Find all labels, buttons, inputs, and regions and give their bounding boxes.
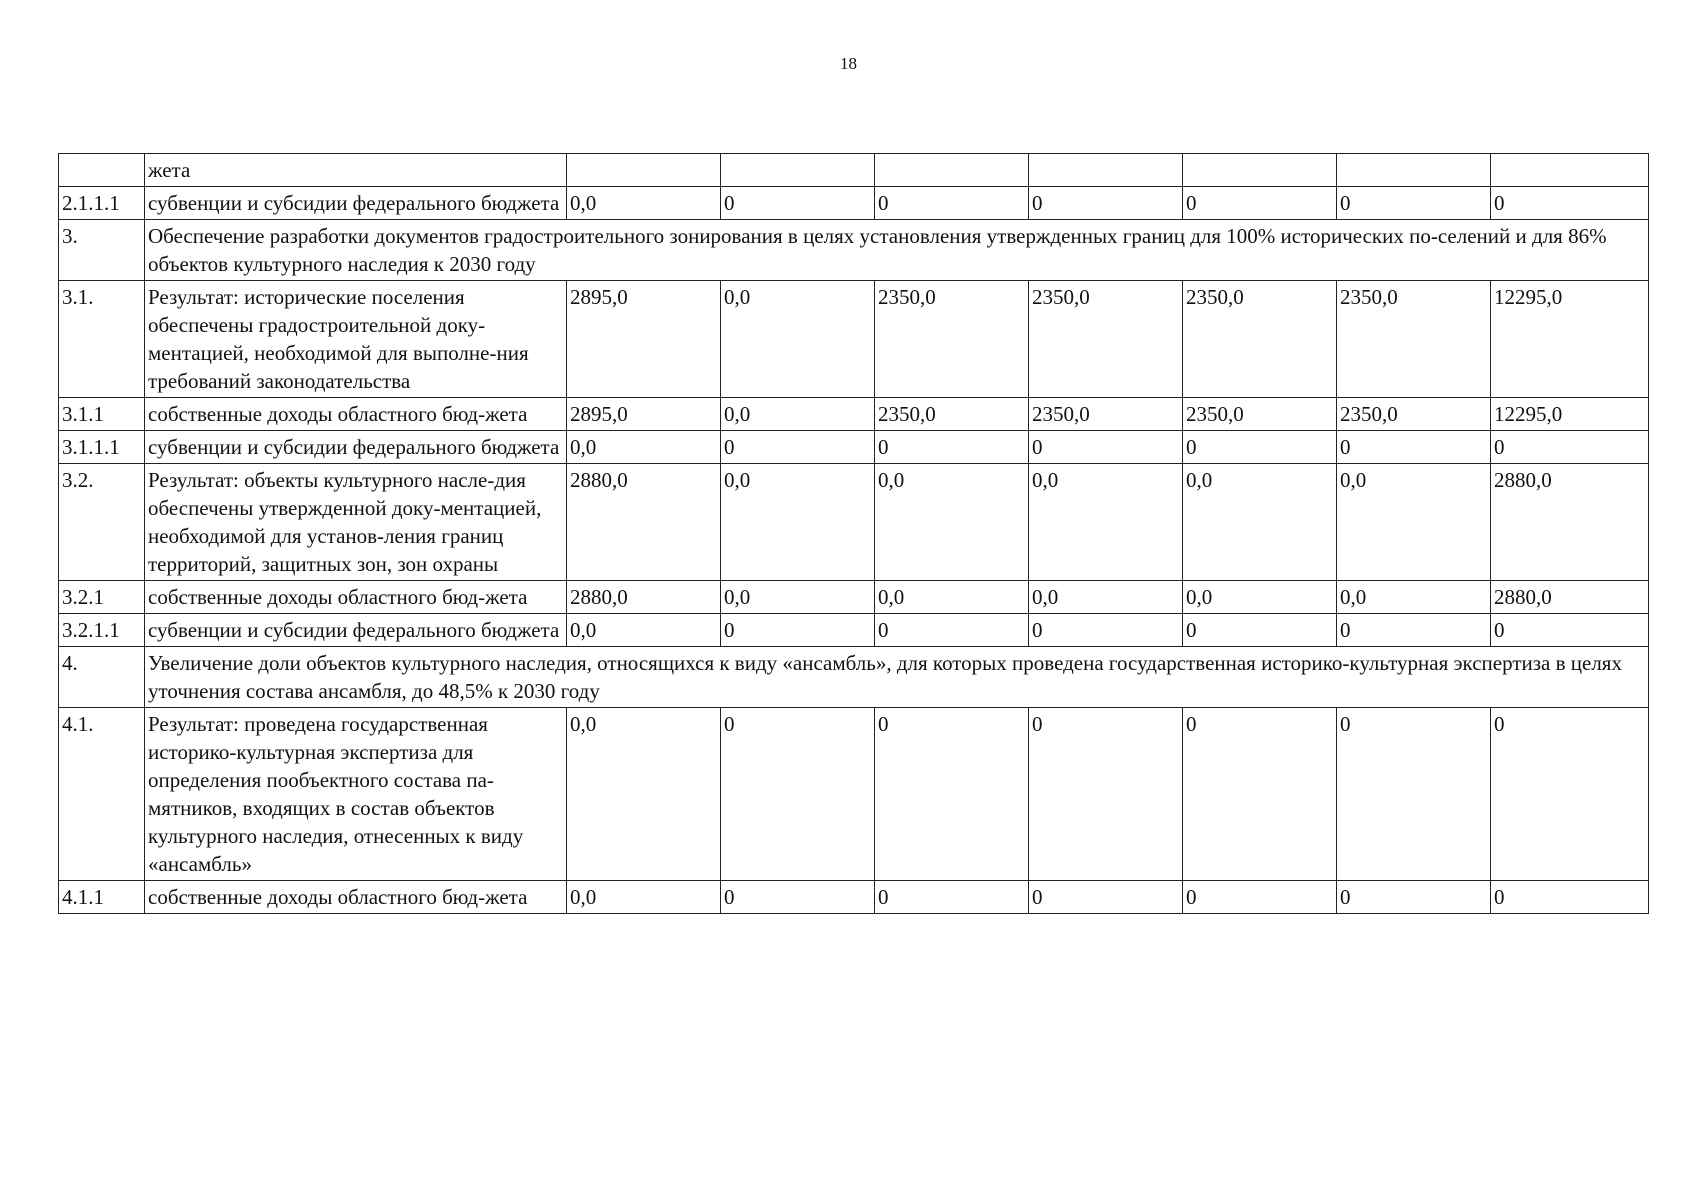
value-cell: 0 — [1029, 708, 1183, 881]
item-name-cell: Результат: объекты культурного насле-дия обеспечены утвержденной доку-ментацией, необходимой для установ-ления границ территорий, защитных зон, зон охраны — [145, 464, 567, 581]
value-cell: 0,0 — [1183, 581, 1337, 614]
row-number-cell: 4.1. — [59, 708, 145, 881]
value-cell: 2350,0 — [875, 398, 1029, 431]
item-name-cell: субвенции и субсидии федерального бюджета — [145, 187, 567, 220]
value-cell: 0 — [1029, 187, 1183, 220]
row-number-cell: 2.1.1.1 — [59, 187, 145, 220]
value-cell: 0,0 — [875, 581, 1029, 614]
item-name-cell: собственные доходы областного бюд-жета — [145, 881, 567, 914]
value-cell: 12295,0 — [1491, 281, 1649, 398]
value-cell: 0,0 — [875, 464, 1029, 581]
value-cell: 0 — [1183, 708, 1337, 881]
value-cell: 0 — [721, 708, 875, 881]
row-number-cell: 3.1. — [59, 281, 145, 398]
value-cell — [1337, 154, 1491, 187]
value-cell: 0 — [1337, 614, 1491, 647]
row-number-cell: 3.2. — [59, 464, 145, 581]
section-title-cell: Обеспечение разработки документов градостроительного зонирования в целях установления утвержденных границ для 100% исторических по-селений и для 86% объектов культурного наследия к 2030 году — [145, 220, 1649, 281]
value-cell: 0 — [1029, 431, 1183, 464]
value-cell: 2895,0 — [567, 398, 721, 431]
value-cell: 0 — [721, 881, 875, 914]
value-cell: 2350,0 — [1183, 398, 1337, 431]
table-row — [59, 398, 1649, 431]
table-row — [59, 187, 1649, 220]
row-number-cell: 4. — [59, 647, 145, 708]
value-cell: 0 — [1337, 881, 1491, 914]
value-cell: 0 — [875, 614, 1029, 647]
value-cell: 2880,0 — [1491, 464, 1649, 581]
value-cell: 0,0 — [721, 581, 875, 614]
value-cell: 2880,0 — [1491, 581, 1649, 614]
value-cell — [567, 154, 721, 187]
section-title-cell: Увеличение доли объектов культурного наследия, относящихся к виду «ансамбль», для которых проведена государственная историко-культурная экспертиза в целях уточнения состава ансамбля, до 48,5% к 2030 году — [145, 647, 1649, 708]
value-cell: 0 — [721, 431, 875, 464]
value-cell: 0 — [1491, 431, 1649, 464]
item-name-cell: собственные доходы областного бюд-жета — [145, 581, 567, 614]
section-row — [59, 647, 1649, 708]
value-cell: 0 — [875, 708, 1029, 881]
item-name-cell: собственные доходы областного бюд-жета — [145, 398, 567, 431]
table-row — [59, 614, 1649, 647]
value-cell: 0,0 — [567, 187, 721, 220]
value-cell: 0 — [721, 614, 875, 647]
row-number-cell — [59, 154, 145, 187]
value-cell: 0,0 — [1337, 581, 1491, 614]
table-row — [59, 708, 1649, 881]
item-name-cell: субвенции и субсидии федерального бюджета — [145, 614, 567, 647]
value-cell: 0 — [1183, 187, 1337, 220]
value-cell: 0,0 — [721, 281, 875, 398]
value-cell: 2350,0 — [1337, 398, 1491, 431]
value-cell: 2880,0 — [567, 581, 721, 614]
item-name-cell: Результат: проведена государственная историко-культурная экспертиза для определения пообъектного состава па-мятников, входящих в состав объектов культурного наследия, отнесенных к виду «ансамбль» — [145, 708, 567, 881]
value-cell: 0,0 — [567, 881, 721, 914]
value-cell: 0 — [1337, 431, 1491, 464]
value-cell: 0 — [1337, 708, 1491, 881]
value-cell: 0 — [1491, 881, 1649, 914]
value-cell: 0 — [875, 431, 1029, 464]
budget-table — [58, 153, 1649, 914]
value-cell: 0,0 — [567, 614, 721, 647]
value-cell: 0,0 — [1337, 464, 1491, 581]
row-number-cell: 3. — [59, 220, 145, 281]
value-cell: 2350,0 — [1337, 281, 1491, 398]
value-cell: 0,0 — [567, 708, 721, 881]
table-row — [59, 581, 1649, 614]
value-cell: 0,0 — [1183, 464, 1337, 581]
table-row — [59, 464, 1649, 581]
value-cell: 0 — [1491, 708, 1649, 881]
value-cell: 2350,0 — [1029, 281, 1183, 398]
value-cell: 2895,0 — [567, 281, 721, 398]
value-cell: 2350,0 — [1029, 398, 1183, 431]
page-number: 18 — [840, 54, 857, 73]
value-cell: 0,0 — [1029, 581, 1183, 614]
value-cell — [1491, 154, 1649, 187]
table-body — [59, 154, 1649, 914]
value-cell: 0 — [875, 187, 1029, 220]
value-cell — [1029, 154, 1183, 187]
row-number-cell: 3.2.1 — [59, 581, 145, 614]
value-cell: 0,0 — [721, 398, 875, 431]
value-cell: 2880,0 — [567, 464, 721, 581]
value-cell: 0 — [1491, 187, 1649, 220]
value-cell — [721, 154, 875, 187]
value-cell: 0 — [1029, 614, 1183, 647]
value-cell: 0 — [875, 881, 1029, 914]
value-cell: 2350,0 — [875, 281, 1029, 398]
value-cell: 0 — [1029, 881, 1183, 914]
row-number-cell: 3.2.1.1 — [59, 614, 145, 647]
value-cell — [1183, 154, 1337, 187]
value-cell: 0 — [1183, 881, 1337, 914]
value-cell: 0 — [1491, 614, 1649, 647]
table-row — [59, 154, 1649, 187]
row-number-cell: 3.1.1 — [59, 398, 145, 431]
item-name-cell: Результат: исторические поселения обеспечены градостроительной доку-ментацией, необходимой для выполне-ния требований законодательства — [145, 281, 567, 398]
value-cell: 12295,0 — [1491, 398, 1649, 431]
section-row — [59, 220, 1649, 281]
value-cell: 0 — [1337, 187, 1491, 220]
value-cell: 0,0 — [567, 431, 721, 464]
value-cell: 0,0 — [1029, 464, 1183, 581]
value-cell: 0,0 — [721, 464, 875, 581]
value-cell: 0 — [1183, 431, 1337, 464]
table-row — [59, 881, 1649, 914]
row-number-cell: 3.1.1.1 — [59, 431, 145, 464]
value-cell: 0 — [721, 187, 875, 220]
table-row — [59, 431, 1649, 464]
value-cell: 0 — [1183, 614, 1337, 647]
value-cell: 2350,0 — [1183, 281, 1337, 398]
table-row — [59, 281, 1649, 398]
value-cell — [875, 154, 1029, 187]
row-number-cell: 4.1.1 — [59, 881, 145, 914]
item-name-cell: жета — [145, 154, 567, 187]
item-name-cell: субвенции и субсидии федерального бюджета — [145, 431, 567, 464]
